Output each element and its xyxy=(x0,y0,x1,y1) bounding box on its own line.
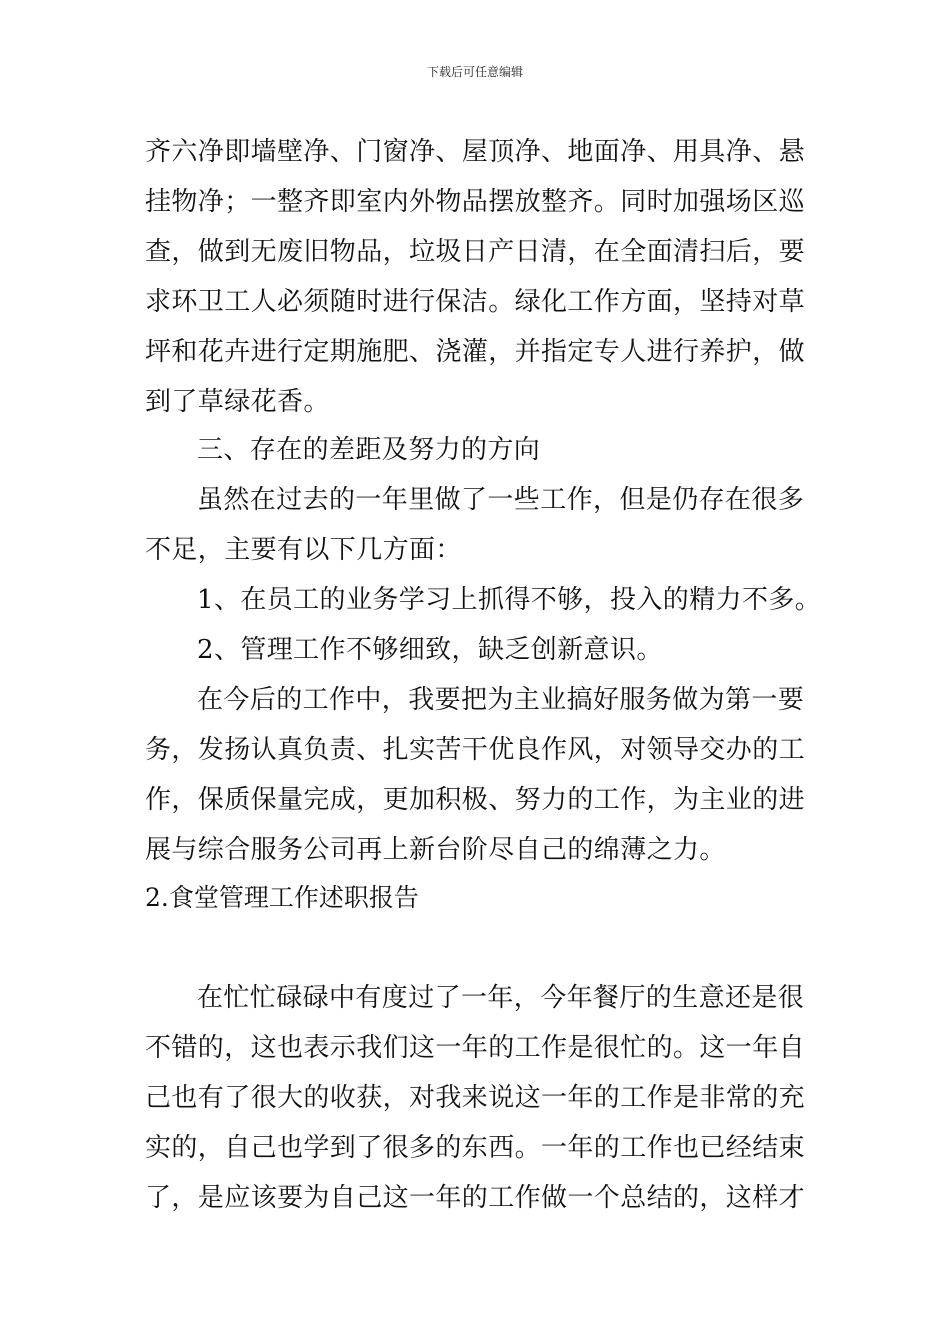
text-line: 不足，主要有以下几方面： xyxy=(145,535,462,565)
text-line: 到了草绿花香。 xyxy=(145,387,330,417)
text-line: 求环卫工人必须随时进行保洁。绿化工作方面，坚持对草 xyxy=(145,287,806,317)
text-line: 在忙忙碌碌中有度过了一年，今年餐厅的生意还是很 xyxy=(197,983,805,1013)
text-line: 坪和花卉进行定期施肥、浇灌，并指定专人进行养护，做 xyxy=(145,337,806,367)
list-item: 2、管理工作不够细致，缺乏创新意识。 xyxy=(197,635,663,665)
text-line: 了，是应该要为自己这一年的工作做一个总结的，这样才 xyxy=(145,1183,806,1213)
text-line: 虽然在过去的一年里做了一些工作，但是仍存在很多 xyxy=(197,485,805,515)
text-line: 务，发扬认真负责、扎实苦干优良作风，对领导交办的工 xyxy=(145,735,806,765)
text-line: 展与综合服务公司再上新台阶尽自己的绵薄之力。 xyxy=(145,835,726,865)
list-item: 1、在员工的业务学习上抓得不够，投入的精力不多。 xyxy=(197,585,822,615)
text-line: 不错的，这也表示我们这一年的工作是很忙的。这一年自 xyxy=(145,1033,806,1063)
text-line: 齐六净即墙壁净、门窗净、屋顶净、地面净、用具净、悬 xyxy=(145,137,806,167)
text-line: 挂物净；一整齐即室内外物品摆放整齐。同时加强场区巡 xyxy=(145,187,806,217)
report-title: 2.食堂管理工作述职报告 xyxy=(145,883,419,912)
text-line: 实的，自己也学到了很多的东西。一年的工作也已经结束 xyxy=(145,1133,806,1163)
text-line: 己也有了很大的收获，对我来说这一年的工作是非常的充 xyxy=(145,1083,806,1113)
text-line: 查，做到无废旧物品，垃圾日产日清，在全面清扫后，要 xyxy=(145,237,806,267)
text-line: 在今后的工作中，我要把为主业搞好服务做为第一要 xyxy=(197,685,805,715)
text-line: 作，保质保量完成，更加积极、努力的工作，为主业的进 xyxy=(145,785,806,815)
page-header: 下载后可任意编辑 xyxy=(426,65,523,79)
section-heading: 三、存在的差距及努力的方向 xyxy=(197,435,541,465)
